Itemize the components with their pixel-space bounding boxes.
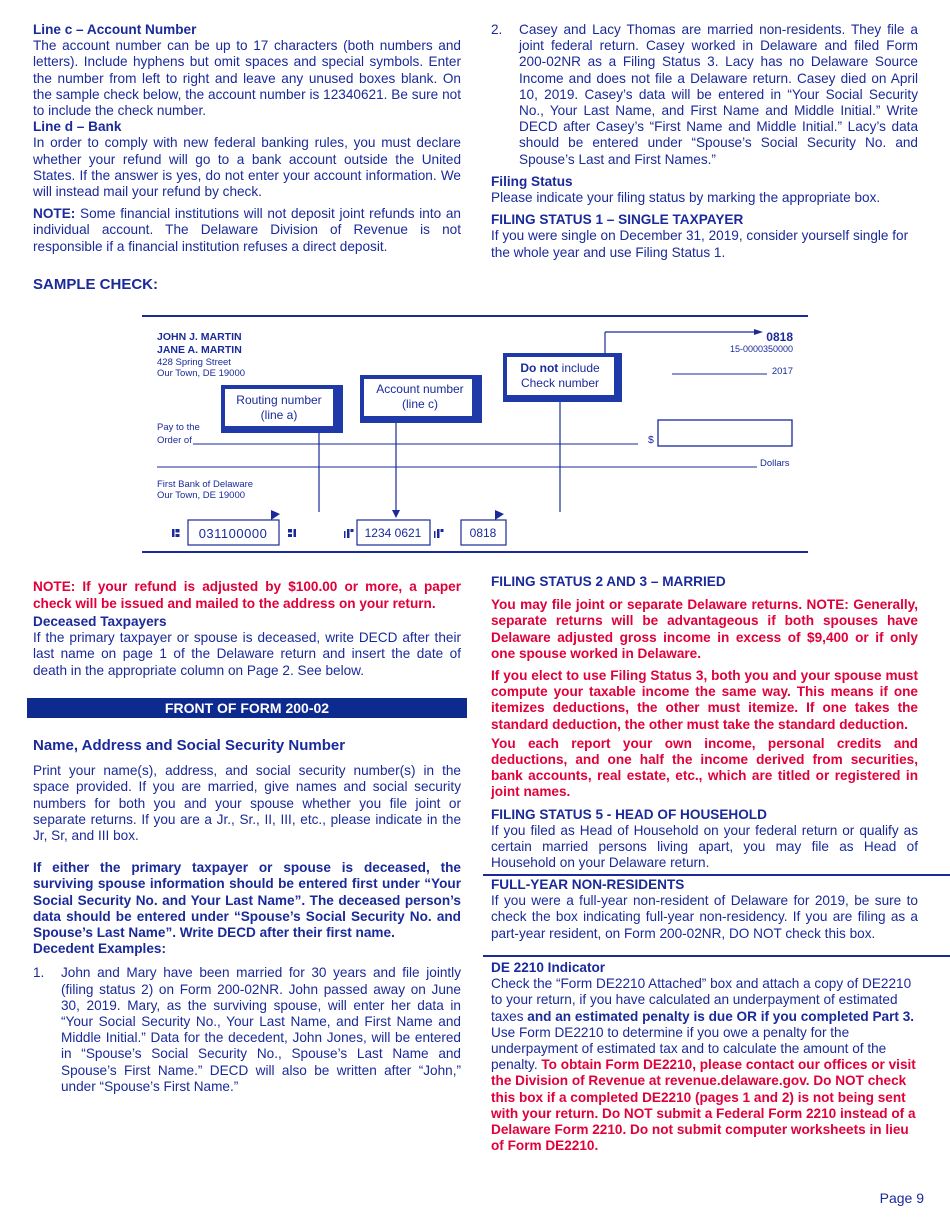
routing-label-line1: Routing number xyxy=(236,393,322,407)
filing-status-2-3-note: You may file joint or separate Delaware returns. NOTE: Generally, separate returns will be advantageous if both spouses have Delaware adjusted gross income in excess of $9,400 or if only one spouse worked in Delaware. xyxy=(491,597,918,661)
donot-label-line2: Check number xyxy=(520,376,600,390)
sample-check-title: SAMPLE CHECK: xyxy=(33,276,159,293)
front-of-form-banner: FRONT OF FORM 200-02 xyxy=(27,698,467,718)
dollar-sign: $ xyxy=(648,434,654,446)
example-item-2-number: 2. xyxy=(491,22,503,37)
check-address-1: 428 Spring Street xyxy=(157,357,231,368)
full-year-heading: FULL-YEAR NON-RESIDENTS xyxy=(491,877,685,892)
note-text: Some financial institutions will not deposit joint refunds into an individual account. The Delaware Division of Revenue is not responsible if a financial institution refuses a direct deposit. xyxy=(33,206,461,254)
filing-status-text: Please indicate your filing status by marking the appropriate box. xyxy=(491,190,881,206)
right-bottom-column xyxy=(491,574,918,871)
de2210-section xyxy=(491,960,918,1154)
check-micr-flag xyxy=(495,510,504,520)
line-d-text: In order to comply with new federal banking rules, you must declare whether your refund will go to a bank account outside the United States. If the answer is yes, do not enter your account information. We will instead mail your refund by check. xyxy=(33,135,461,200)
note-label: NOTE: xyxy=(33,206,76,222)
amount-box xyxy=(658,420,792,446)
de2210-text-1: Check the “Form DE2210 Attached” box and attach a copy of DE2210 to your return, if you have calculated an underpayment of estimated taxes xyxy=(491,976,912,1024)
check-year: 2017 xyxy=(771,366,793,377)
filing-status-1-text: If you were single on December 31, 2019, consider yourself single for the whole year and use Filing Status 1. xyxy=(491,228,909,260)
micr-onus-symbol-right xyxy=(434,529,444,538)
bank-address: Our Town, DE 19000 xyxy=(157,490,246,501)
micr-transit-symbol-right xyxy=(288,529,296,537)
example-item-2-text: Casey and Lacy Thomas are married non-residents. They file a joint federal return. Casey worked in Delaware and filed Form 200-02NR as a Filing Status 3. Lacy has no Delaware Source Income and does not file a Delaware return. Casey died on April 10, 2019. Casey’s data will be entered in “Your Social Security No., Your Last Name, and First Name and Middle Initial.” Write DECD after Casey’s “First Name and Middle Initial.” Lacy’s data should be entered under “Spouse’s Social Security No. and Spouse’s Last and First Names.” xyxy=(519,22,918,167)
account-pointer-arrowhead xyxy=(392,510,400,518)
deceased-heading: Deceased Taxpayers xyxy=(33,614,167,629)
de2210-red-text: To obtain Form DE2210, please contact our offices or visit the Division of Revenue at revenue.delaware.gov. Do NOT check this box if a completed DE2210 (pages 1 and 2) is not being sent with your return. Do NOT submit a Federal Form 2210 instead of a Delaware Form 2210. Do not submit computer worksheets in lieu of Form DE2210. xyxy=(491,1057,916,1154)
name-address-text: Print your name(s), address, and social security number(s) in the space provided. If you are married, give names and social security numbers for both you and your spouse whether you file joint or separate returns. If you are a Jr., Sr., II, III, etc., please indicate in the Jr, Sr, and III box. xyxy=(33,763,461,844)
refund-note: NOTE: If your refund is adjusted by $100.00 or more, a paper check will be issued and mailed to the address on your return. xyxy=(33,579,461,611)
filing-status-heading: Filing Status xyxy=(491,173,573,189)
line-c-text: The account number can be up to 17 characters (both numbers and letters). Include hyphens but omit spaces and special symbols. Enter the number from left to right and leave any unused boxes blank. On the sample check below, the account number is 12340621. Be sure not to include the check number. xyxy=(33,38,461,119)
filing-status-2-3-heading: FILING STATUS 2 AND 3 – MARRIED xyxy=(491,574,726,589)
line-d-heading: Line d – Bank xyxy=(33,119,122,135)
routing-micr-flag xyxy=(271,510,280,520)
de2210-heading: DE 2210 Indicator xyxy=(491,960,606,975)
line-c-heading: Line c – Account Number xyxy=(33,22,197,37)
example-item-1-text: John and Mary have been married for 30 years and file jointly (filing status 2) on Form 200-02NR. John passed away on June 30, 2019. Mary, as the surviving spouse, will enter her data in “Your Social Security No., Your Last Name, and First Name and Middle Initial.” Data for the decedent, John Jones, will be entered in “Spouse’s Social Security No., Spouse’s Last Name and Spouse’s First Name.” DECD will also be written after “John,” under “Spouse’s First Name.” xyxy=(61,965,461,1094)
bank-name: First Bank of Delaware xyxy=(157,479,254,490)
full-year-text: If you were a full-year non-resident of Delaware for 2019, be sure to check the box indicating full-year non-residency. If you are filing as a part-year resident, on Form 200-02NR, DO NOT check this box. xyxy=(491,893,918,941)
full-year-section xyxy=(491,877,918,942)
donot-label-line1: Do not include xyxy=(520,361,600,375)
micr-check-number: 0818 xyxy=(469,526,497,540)
example-item-1-number: 1. xyxy=(33,965,45,981)
deceased-bold-paragraph: If either the primary taxpayer or spouse is deceased, the surviving spouse information should be entered first under “Your Social Security No. and Your Last Name”. The deceased person’s data should be entered under “Spouse’s Social Security No. and Spouse’s Last Name”. Write DECD after their first name. xyxy=(33,860,461,941)
check-fraction: 15-0000350000 xyxy=(729,344,793,354)
page-number: Page 9 xyxy=(879,1190,924,1206)
deceased-text: If the primary taxpayer or spouse is deceased, write DECD after their last name on page 1 of the Delaware return and insert the date of death in the appropriate column on Page 2. See below. xyxy=(33,630,461,678)
de2210-bold-1: and an estimated penalty is due OR if you completed Part 3. xyxy=(527,1008,915,1024)
filing-status-1-heading: FILING STATUS 1 – SINGLE TAXPAYER xyxy=(491,212,744,228)
dollars-label: Dollars xyxy=(760,458,790,469)
left-bottom-column xyxy=(33,738,461,1095)
check-number: 0818 xyxy=(766,330,793,344)
check-name-2: JANE A. MARTIN xyxy=(157,344,242,356)
divider-de2210 xyxy=(483,955,950,957)
account-label-line1: Account number xyxy=(376,382,464,396)
filing-status-joint-income: You each report your own income, personal credits and deductions, and one half the income derived from securities, bank accounts, real estate, etc., which are titled or registered in joint names. xyxy=(491,735,918,800)
divider-full-year xyxy=(483,874,950,876)
example-item-1 xyxy=(33,965,461,1095)
de2210-text-2: Use Form DE2210 to determine if you owe a penalty for the underpayment of estimated tax and to calculate the amount of the penalty. xyxy=(491,1024,887,1073)
routing-label-line2: (line a) xyxy=(260,408,298,422)
account-label-line2: (line c) xyxy=(401,397,439,411)
filing-status-5-text: If you filed as Head of Household on your federal return or qualify as certain married persons living apart, you may file as Head of Household on your Delaware return. xyxy=(491,822,918,871)
filing-status-3-rules: If you elect to use Filing Status 3, both you and your spouse must compute your taxable income the same way. This means if one itemizes deductions, the other must itemize. If one takes the standard deduction, the other must take the standard deduction. xyxy=(491,668,918,732)
order-of-label: Order of xyxy=(157,435,192,446)
micr-transit-symbol-left xyxy=(172,529,180,537)
pay-to-label: Pay to the xyxy=(157,422,200,433)
filing-status-5-heading: FILING STATUS 5 - HEAD OF HOUSEHOLD xyxy=(491,806,767,822)
name-address-heading: Name, Address and Social Security Number xyxy=(33,737,346,754)
micr-onus-symbol-left xyxy=(344,529,354,538)
micr-account-number: 1234 0621 xyxy=(364,526,422,540)
de2210-text xyxy=(491,976,918,1154)
sample-check xyxy=(0,0,950,570)
micr-routing-number: 031100000 xyxy=(198,526,268,541)
left-bottom-column-top xyxy=(33,578,461,679)
check-address-2: Our Town, DE 19000 xyxy=(157,368,246,379)
decedent-examples-heading: Decedent Examples: xyxy=(33,941,166,957)
check-name-1: JOHN J. MARTIN xyxy=(157,331,242,343)
